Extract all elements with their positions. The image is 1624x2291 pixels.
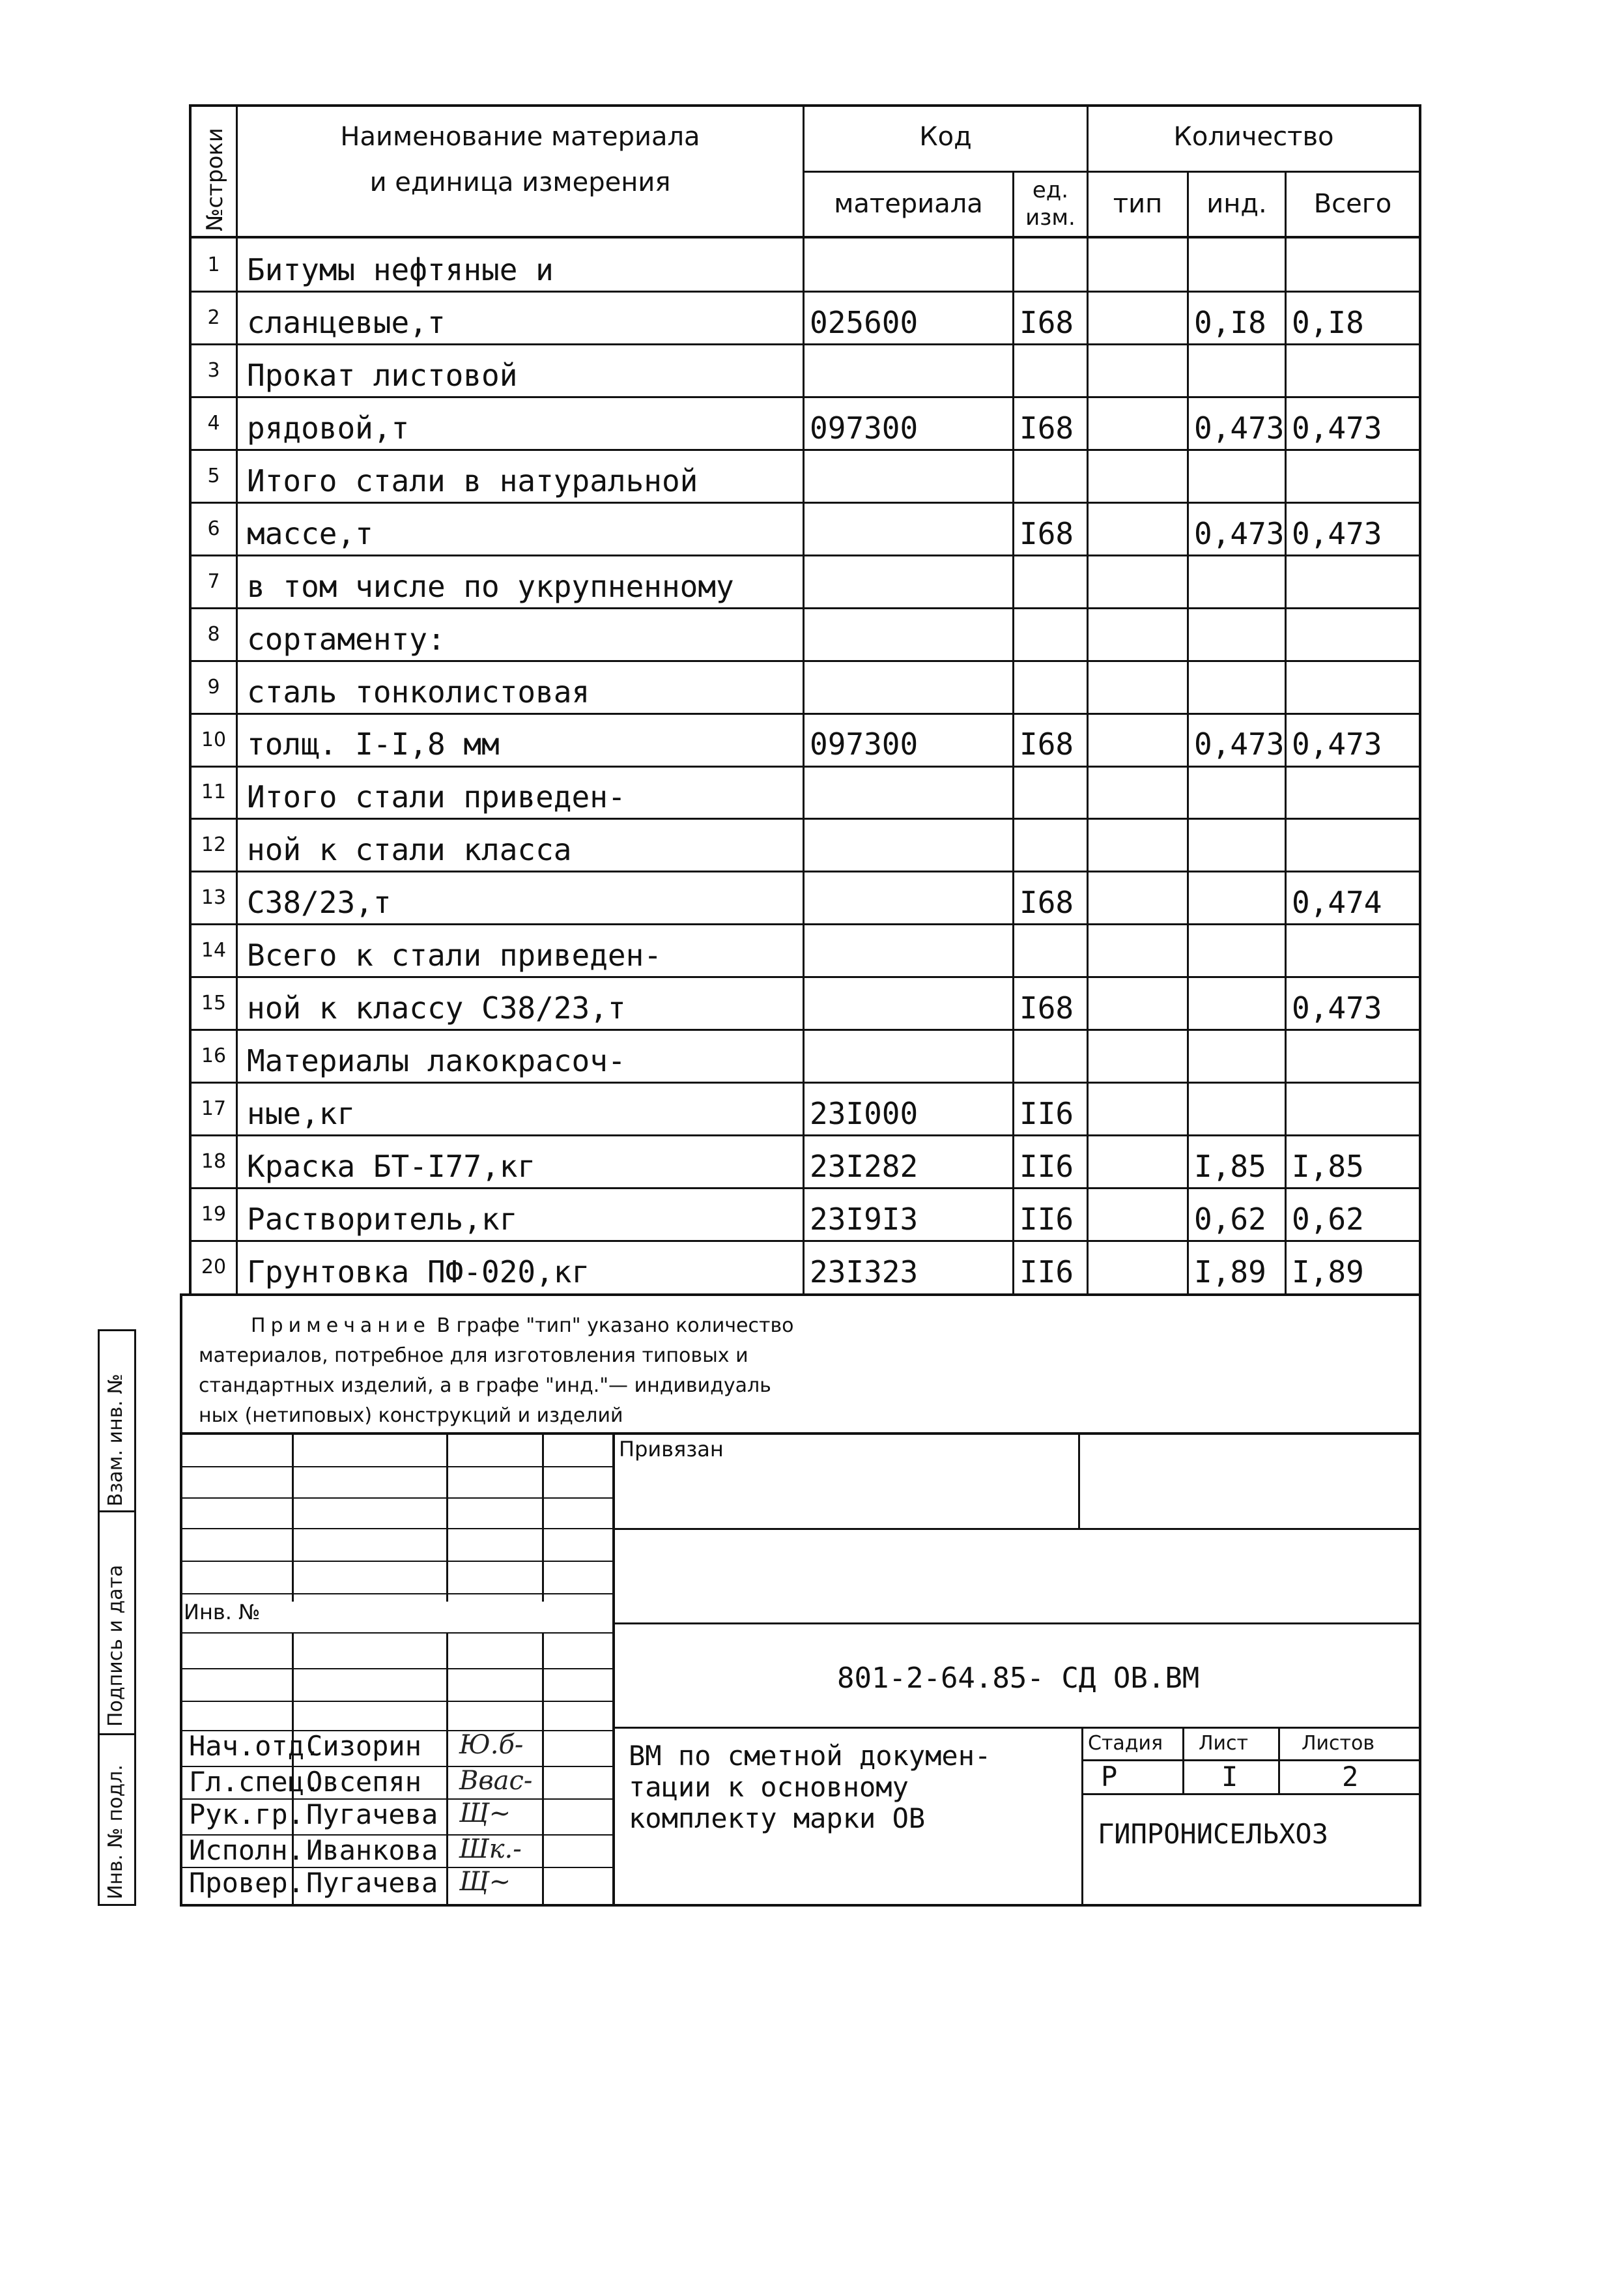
handwritten-signature: Щ~ — [459, 1798, 511, 1828]
sheet-value: I — [1221, 1761, 1238, 1793]
quantity-total-header: Всего — [1313, 189, 1392, 219]
cell-type — [1089, 713, 1187, 766]
cell-n: 5 — [207, 464, 220, 487]
cell-name: Краска БТ-I77,кг — [247, 1149, 536, 1185]
cell-ind — [1189, 1030, 1285, 1082]
cell-unit — [1014, 344, 1087, 397]
cell-code — [805, 766, 1012, 819]
signer-name: Овсепян — [306, 1766, 422, 1798]
cell-n: 12 — [201, 833, 227, 857]
row-number-header: №строки — [202, 128, 228, 231]
handwritten-signature: Ввас- — [459, 1766, 533, 1796]
cell-name: массе,т — [247, 515, 373, 551]
cell-total — [1287, 818, 1419, 871]
doc-title-line1: ВМ по сметной докумен- — [629, 1740, 991, 1772]
cell-ind — [1189, 344, 1285, 397]
cell-unit: II6 — [1019, 1202, 1074, 1237]
podpis-data-label: Подпись и дата — [104, 1564, 127, 1727]
cell-name: Материалы лакокрасоч- — [247, 1043, 626, 1079]
cell-name: в том числе по укрупненному — [247, 568, 734, 604]
document-code: 801-2-64.85- СД ОВ.ВМ — [837, 1662, 1200, 1695]
cell-name: С38/23,т — [247, 885, 392, 921]
cell-ind — [1189, 871, 1285, 924]
cell-code — [805, 818, 1012, 871]
cell-ind — [1189, 924, 1285, 977]
cell-total — [1287, 924, 1419, 977]
cell-unit — [1014, 766, 1087, 819]
cell-total — [1287, 555, 1419, 608]
stage-label: Стадия — [1088, 1732, 1163, 1755]
cell-name: толщ. I-I,8 мм — [247, 727, 500, 762]
cell-code — [805, 1030, 1012, 1082]
cell-ind: 0,473 — [1194, 515, 1285, 551]
cell-ind — [1189, 977, 1285, 1030]
signer-name: Пугачева — [306, 1798, 438, 1830]
name-header-line1: Наименование материала — [340, 122, 700, 152]
cell-n: 19 — [201, 1203, 227, 1226]
cell-name: сортаменту: — [247, 621, 446, 657]
note-line4: ных (нетиповых) конструкций и изделий — [199, 1404, 623, 1427]
signer-role: Рук.гр. — [189, 1798, 305, 1830]
cell-ind: I,85 — [1194, 1149, 1266, 1185]
cell-type — [1089, 555, 1187, 608]
sheets-value: 2 — [1342, 1761, 1359, 1793]
cell-name: сталь тонколистовая — [247, 674, 590, 710]
cell-total: I,89 — [1292, 1254, 1364, 1290]
cell-code — [805, 450, 1012, 502]
cell-code — [805, 555, 1012, 608]
cell-ind: 0,62 — [1194, 1202, 1266, 1237]
cell-unit: I68 — [1019, 727, 1074, 762]
code-material-header: материала — [834, 189, 983, 219]
signer-name: Сизорин — [306, 1730, 422, 1762]
cell-unit — [1014, 238, 1087, 291]
cell-n: 4 — [207, 411, 220, 435]
cell-unit — [1014, 924, 1087, 977]
cell-unit — [1014, 818, 1087, 871]
cell-n: 7 — [207, 569, 220, 593]
cell-ind — [1189, 608, 1285, 661]
cell-n: 18 — [201, 1150, 227, 1174]
cell-type — [1089, 1082, 1187, 1135]
cell-code: 097300 — [810, 410, 919, 446]
cell-n: 16 — [201, 1045, 227, 1068]
cell-unit — [1014, 555, 1087, 608]
cell-type — [1089, 818, 1187, 871]
cell-code — [805, 871, 1012, 924]
cell-code: 23I000 — [810, 1096, 919, 1132]
cell-code — [805, 924, 1012, 977]
cell-total — [1287, 608, 1419, 661]
cell-n: 9 — [207, 675, 220, 699]
cell-code — [805, 977, 1012, 1030]
cell-total: 0,473 — [1292, 990, 1382, 1026]
handwritten-signature: Щ~ — [459, 1867, 511, 1897]
cell-unit: I68 — [1019, 990, 1074, 1026]
cell-type — [1089, 766, 1187, 819]
cell-ind — [1189, 238, 1285, 291]
inv-podl-label: Инв. № подл. — [104, 1765, 127, 1899]
cell-type — [1089, 502, 1187, 555]
code-header: Код — [919, 122, 972, 152]
cell-total: 0,473 — [1292, 727, 1382, 762]
quantity-ind-header: инд. — [1206, 189, 1267, 219]
cell-name: сланцевые,т — [247, 304, 446, 340]
signer-role: Гл.спец. — [189, 1766, 321, 1798]
cell-n: 15 — [201, 992, 227, 1015]
cell-n: 10 — [201, 728, 227, 751]
cell-code — [805, 344, 1012, 397]
cell-code — [805, 502, 1012, 555]
cell-code — [805, 608, 1012, 661]
cell-ind — [1189, 818, 1285, 871]
cell-type — [1089, 450, 1187, 502]
note-label: Примечание — [251, 1314, 431, 1337]
cell-total — [1287, 1030, 1419, 1082]
sheets-label: Листов — [1302, 1732, 1375, 1755]
signer-role: Провер. — [189, 1867, 305, 1899]
cell-total — [1287, 450, 1419, 502]
cell-ind — [1189, 766, 1285, 819]
cell-code: 097300 — [810, 727, 919, 762]
cell-ind — [1189, 661, 1285, 713]
vzam-inv-label: Взам. инв. № — [104, 1374, 127, 1506]
stage-value: Р — [1101, 1761, 1118, 1793]
organization-name: ГИПРОНИСЕЛЬХОЗ — [1098, 1818, 1329, 1850]
signer-name: Пугачева — [306, 1867, 438, 1899]
cell-name: ные,кг — [247, 1096, 356, 1132]
cell-type — [1089, 1135, 1187, 1188]
cell-name: Всего к стали приведен- — [247, 938, 662, 973]
cell-total: 0,473 — [1292, 515, 1382, 551]
cell-code: 23I282 — [810, 1149, 919, 1185]
signer-name: Иванкова — [306, 1834, 438, 1866]
cell-code — [805, 238, 1012, 291]
cell-n: 20 — [201, 1256, 227, 1279]
cell-name: Итого стали в натуральной — [247, 463, 698, 498]
cell-ind — [1189, 1082, 1285, 1135]
cell-type — [1089, 977, 1187, 1030]
cell-name: Грунтовка ПФ-020,кг — [247, 1254, 590, 1290]
inv-no-label: Инв. № — [184, 1600, 261, 1624]
doc-title-line2: тации к основному — [629, 1771, 909, 1803]
cell-unit: I68 — [1019, 515, 1074, 551]
code-unit-header: ед. изм. — [1025, 177, 1076, 231]
cell-ind — [1189, 450, 1285, 502]
cell-ind: 0,I8 — [1194, 304, 1266, 340]
cell-n: 13 — [201, 886, 227, 910]
cell-type — [1089, 344, 1187, 397]
note-line3: стандартных изделий, а в графе "инд."— индивидуаль — [199, 1374, 771, 1397]
cell-total — [1287, 344, 1419, 397]
cell-n: 6 — [207, 517, 220, 540]
cell-ind — [1189, 555, 1285, 608]
cell-name: ной к классу С38/23,т — [247, 990, 626, 1026]
cell-name: Прокат листовой — [247, 357, 518, 393]
name-header-line2: и единица измерения — [369, 167, 671, 197]
signer-role: Исполн. — [189, 1834, 305, 1866]
cell-total: I,85 — [1292, 1149, 1364, 1185]
cell-n: 1 — [207, 253, 220, 276]
cell-name: ной к стали класса — [247, 832, 572, 868]
note-line1: В графе "тип" указано количество — [436, 1314, 794, 1337]
cell-total — [1287, 238, 1419, 291]
cell-total: 0,I8 — [1292, 304, 1364, 340]
cell-unit — [1014, 661, 1087, 713]
cell-name: рядовой,т — [247, 410, 410, 446]
cell-unit: I68 — [1019, 304, 1074, 340]
cell-total — [1287, 766, 1419, 819]
cell-code — [805, 661, 1012, 713]
signer-role: Нач.отд. — [189, 1730, 321, 1762]
cell-unit: I68 — [1019, 410, 1074, 446]
cell-name: Итого стали приведен- — [247, 779, 626, 815]
cell-unit: I68 — [1019, 885, 1074, 921]
cell-type — [1089, 608, 1187, 661]
cell-unit: II6 — [1019, 1254, 1074, 1290]
sheet-label: Лист — [1199, 1732, 1249, 1755]
cell-unit — [1014, 1030, 1087, 1082]
cell-type — [1089, 397, 1187, 450]
cell-type — [1089, 1241, 1187, 1293]
cell-ind: I,89 — [1194, 1254, 1266, 1290]
cell-total: 0,473 — [1292, 410, 1382, 446]
cell-n: 11 — [201, 781, 227, 804]
quantity-type-header: тип — [1113, 189, 1163, 219]
cell-unit: II6 — [1019, 1149, 1074, 1185]
cell-code: 23I9I3 — [810, 1202, 919, 1237]
cell-unit — [1014, 450, 1087, 502]
cell-type — [1089, 924, 1187, 977]
cell-n: 8 — [207, 622, 220, 646]
cell-type — [1089, 1030, 1187, 1082]
cell-total — [1287, 1082, 1419, 1135]
cell-type — [1089, 1188, 1187, 1241]
cell-total: 0,474 — [1292, 885, 1382, 921]
cell-total — [1287, 661, 1419, 713]
cell-name: Битумы нефтяные и — [247, 252, 554, 287]
handwritten-signature: Ю.б- — [459, 1730, 524, 1760]
cell-name: Растворитель,кг — [247, 1202, 518, 1237]
cell-type — [1089, 238, 1187, 291]
cell-unit — [1014, 608, 1087, 661]
note-line2: материалов, потребное для изготовления типовых и — [199, 1344, 748, 1367]
cell-type — [1089, 291, 1187, 344]
cell-ind: 0,473 — [1194, 410, 1285, 446]
cell-n: 17 — [201, 1097, 227, 1121]
cell-type — [1089, 661, 1187, 713]
doc-title-line3: комплекту марки ОВ — [629, 1802, 926, 1834]
cell-n: 2 — [207, 306, 220, 329]
cell-type — [1089, 871, 1187, 924]
privyazan-label: Привязан — [619, 1437, 724, 1462]
cell-ind: 0,473 — [1194, 727, 1285, 762]
handwritten-signature: Шк.- — [459, 1834, 522, 1864]
cell-code: 23I323 — [810, 1254, 919, 1290]
cell-unit: II6 — [1019, 1096, 1074, 1132]
cell-n: 3 — [207, 358, 220, 382]
cell-total: 0,62 — [1292, 1202, 1364, 1237]
cell-n: 14 — [201, 939, 227, 962]
quantity-header: Количество — [1173, 122, 1334, 152]
cell-code: 025600 — [810, 304, 919, 340]
